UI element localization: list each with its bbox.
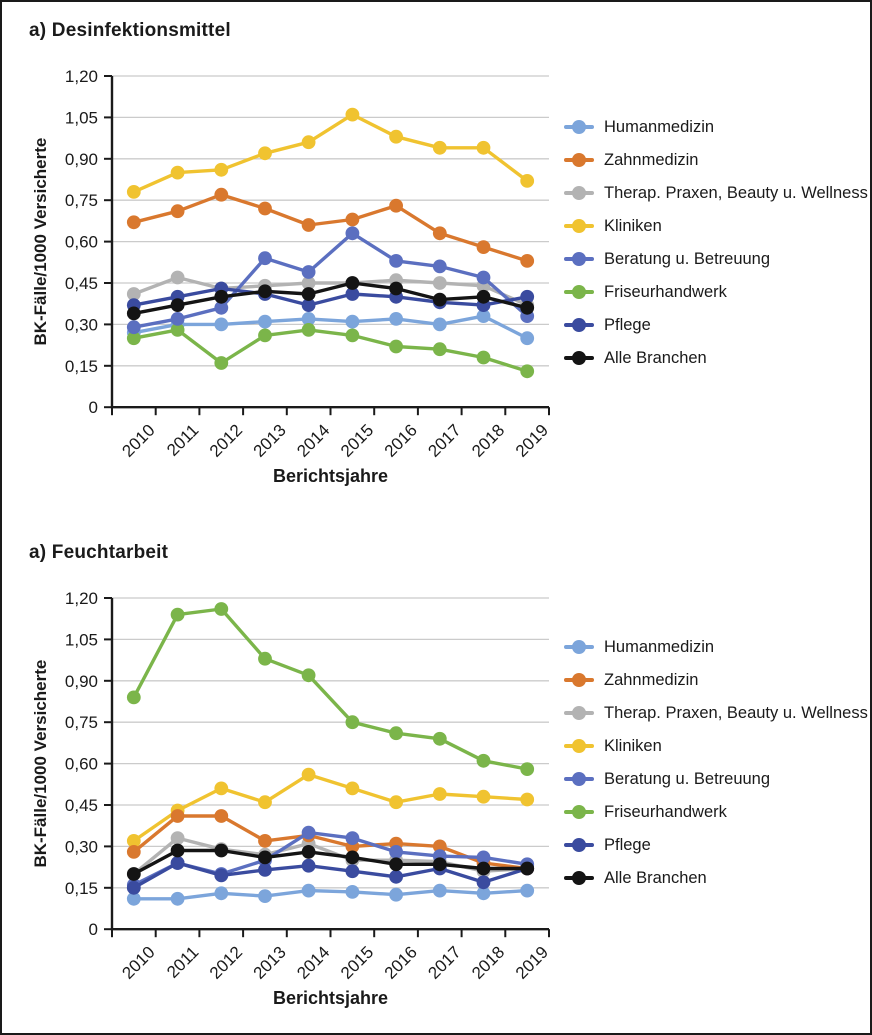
data-point xyxy=(520,331,534,345)
data-point xyxy=(302,859,316,873)
data-point xyxy=(302,845,316,859)
legend-item-therap-praxen-beauty-u-wellness xyxy=(564,182,870,204)
data-point xyxy=(389,254,403,268)
data-point xyxy=(389,312,403,326)
data-point xyxy=(214,356,228,370)
y-tick-label: 0,45 xyxy=(64,274,98,293)
data-point xyxy=(127,307,141,321)
data-point xyxy=(302,884,316,898)
legend-label: Beratung u. Betreuung xyxy=(604,769,771,788)
data-point xyxy=(171,166,185,180)
data-point xyxy=(346,851,360,865)
data-point xyxy=(127,845,141,859)
data-point xyxy=(127,185,141,199)
y-tick-label: 0,75 xyxy=(64,191,98,211)
legend-label: Beratung u. Betreuung xyxy=(604,249,771,268)
x-tick-label: 2013 xyxy=(249,420,290,461)
data-point xyxy=(477,141,491,155)
y-tick-label: 0,30 xyxy=(64,315,98,335)
x-tick-label: 2019 xyxy=(511,942,553,983)
legend-feuchtarbeit xyxy=(564,636,870,889)
data-point xyxy=(302,265,316,279)
data-point xyxy=(520,793,534,807)
series-marker-icon xyxy=(564,772,594,786)
data-point xyxy=(389,888,403,902)
legend-label: Kliniken xyxy=(604,216,662,235)
x-tick-label: 2012 xyxy=(205,942,247,983)
x-tick-label: 2015 xyxy=(337,420,378,461)
data-point xyxy=(171,844,185,858)
data-point xyxy=(258,795,272,809)
x-tick-label: 2010 xyxy=(118,942,159,983)
data-point xyxy=(433,226,447,240)
data-point xyxy=(433,260,447,274)
legend-desinfektionsmittel xyxy=(564,116,870,369)
legend-label: Zahnmedizin xyxy=(604,670,699,689)
x-tick-label: 2015 xyxy=(337,942,378,983)
data-point xyxy=(258,652,272,666)
data-point xyxy=(302,218,316,232)
data-point xyxy=(389,130,403,144)
series-marker-icon xyxy=(564,871,594,885)
series-marker-icon xyxy=(564,706,594,720)
series-marker-icon xyxy=(564,318,594,332)
series-group xyxy=(127,602,534,906)
y-tick-label: 0,60 xyxy=(64,232,98,252)
series-marker-icon xyxy=(564,640,594,654)
data-point xyxy=(520,301,534,315)
y-tick-label: 1,20 xyxy=(64,67,98,86)
data-point xyxy=(389,845,403,859)
data-point xyxy=(346,782,360,796)
data-point xyxy=(389,340,403,354)
chart-title-desinfektionsmittel: a) Desinfektionsmittel xyxy=(29,20,231,41)
data-point xyxy=(520,862,534,876)
y-tick-label: 0,15 xyxy=(64,356,98,376)
data-point xyxy=(258,315,272,329)
data-point xyxy=(214,782,228,796)
chart-title-feuchtarbeit: a) Feuchtarbeit xyxy=(29,542,169,563)
legend-item-zahnmedizin xyxy=(564,669,870,691)
data-point xyxy=(346,315,360,329)
y-tick-label: 0,60 xyxy=(64,754,98,774)
data-point xyxy=(171,809,185,823)
data-point xyxy=(127,881,141,895)
data-point xyxy=(346,226,360,240)
data-point xyxy=(171,312,185,326)
x-tick-label: 2016 xyxy=(380,942,421,983)
data-point xyxy=(477,290,491,304)
data-point xyxy=(520,364,534,378)
data-point xyxy=(127,320,141,334)
axes xyxy=(65,67,552,461)
data-point xyxy=(171,892,185,906)
data-point xyxy=(258,284,272,298)
series-pflege xyxy=(127,856,534,895)
line-chart-feuchtarbeit xyxy=(2,574,562,1029)
y-tick-label: 0 xyxy=(88,398,98,418)
data-point xyxy=(214,318,228,332)
data-point xyxy=(214,869,228,883)
axes xyxy=(65,589,552,983)
data-point xyxy=(171,298,185,312)
legend-label: Pflege xyxy=(604,315,651,334)
legend-label: Humanmedizin xyxy=(604,117,715,136)
legend-item-alle-branchen xyxy=(564,867,870,889)
data-point xyxy=(433,884,447,898)
series-marker-icon xyxy=(564,285,594,299)
x-tick-label: 2017 xyxy=(424,942,465,983)
data-point xyxy=(258,329,272,343)
legend-label: Zahnmedizin xyxy=(604,150,699,169)
data-point xyxy=(214,809,228,823)
data-point xyxy=(477,790,491,804)
x-tick-label: 2011 xyxy=(163,420,203,460)
x-tick-label: 2016 xyxy=(380,420,421,461)
legend-label: Friseurhandwerk xyxy=(604,802,727,821)
x-tick-label: 2012 xyxy=(205,420,247,461)
data-point xyxy=(127,691,141,705)
legend-item-therap-praxen-beauty-u-wellness xyxy=(564,702,870,724)
data-point xyxy=(389,726,403,740)
data-point xyxy=(346,213,360,227)
series-kliniken xyxy=(127,108,534,199)
legend-item-zahnmedizin xyxy=(564,149,870,171)
data-point xyxy=(214,290,228,304)
x-tick-label: 2013 xyxy=(249,942,290,983)
data-point xyxy=(477,271,491,285)
data-point xyxy=(346,276,360,290)
legend-item-beratung-u-betreuung xyxy=(564,768,870,790)
data-point xyxy=(258,202,272,216)
data-point xyxy=(302,826,316,840)
series-marker-icon xyxy=(564,673,594,687)
x-tick-label: 2010 xyxy=(118,420,159,461)
legend-item-alle-branchen xyxy=(564,347,870,369)
data-point xyxy=(346,885,360,899)
data-point xyxy=(389,857,403,871)
data-point xyxy=(389,795,403,809)
series-marker-icon xyxy=(564,252,594,266)
data-point xyxy=(520,254,534,268)
legend-item-kliniken xyxy=(564,735,870,757)
x-tick-label: 2014 xyxy=(293,942,334,983)
data-point xyxy=(258,251,272,265)
series-marker-icon xyxy=(564,219,594,233)
series-marker-icon xyxy=(564,838,594,852)
legend-item-friseurhandwerk xyxy=(564,801,870,823)
y-tick-label: 0,15 xyxy=(64,878,98,898)
data-point xyxy=(433,732,447,746)
legend-label: Kliniken xyxy=(604,736,662,755)
y-tick-label: 1,05 xyxy=(64,630,98,650)
data-point xyxy=(433,293,447,307)
x-tick-label: 2018 xyxy=(468,942,509,983)
data-point xyxy=(127,867,141,881)
data-point xyxy=(171,271,185,285)
line-chart-desinfektionsmittel xyxy=(2,52,562,507)
data-point xyxy=(258,851,272,865)
y-tick-label: 0,45 xyxy=(64,796,98,815)
series-marker-icon xyxy=(564,186,594,200)
data-point xyxy=(258,146,272,160)
data-point xyxy=(433,276,447,290)
x-axis-title: Berichtsjahre xyxy=(272,988,389,1008)
data-point xyxy=(346,831,360,845)
data-point xyxy=(302,135,316,149)
legend-item-pflege xyxy=(564,314,870,336)
data-point xyxy=(258,863,272,877)
y-tick-label: 0 xyxy=(88,920,98,940)
x-tick-label: 2017 xyxy=(424,420,465,461)
legend-label: Therap. Praxen, Beauty u. Wellness xyxy=(604,703,868,722)
legend-label: Pflege xyxy=(604,835,651,854)
x-tick-label: 2014 xyxy=(293,420,334,461)
legend-item-beratung-u-betreuung xyxy=(564,248,870,270)
series-friseurhandwerk xyxy=(127,323,534,378)
legend-item-humanmedizin xyxy=(564,116,870,138)
x-tick-label: 2011 xyxy=(163,942,203,982)
data-point xyxy=(302,323,316,337)
data-point xyxy=(346,715,360,729)
data-point xyxy=(433,318,447,332)
series-marker-icon xyxy=(564,351,594,365)
y-tick-label: 0,90 xyxy=(64,671,98,691)
data-point xyxy=(477,754,491,768)
data-point xyxy=(433,342,447,356)
data-point xyxy=(346,864,360,878)
y-tick-label: 0,90 xyxy=(64,149,98,169)
data-point xyxy=(302,668,316,682)
legend-item-kliniken xyxy=(564,215,870,237)
x-tick-label: 2019 xyxy=(511,420,553,461)
y-axis-title: BK-Fälle/1000 Versicherte xyxy=(31,659,50,868)
data-point xyxy=(214,163,228,177)
data-point xyxy=(433,787,447,801)
data-point xyxy=(302,768,316,782)
data-point xyxy=(214,886,228,900)
y-tick-label: 1,20 xyxy=(64,589,98,608)
series-marker-icon xyxy=(564,739,594,753)
y-tick-label: 1,05 xyxy=(64,108,98,128)
legend-label: Alle Branchen xyxy=(604,348,707,367)
data-point xyxy=(346,329,360,343)
y-axis-title: BK-Fälle/1000 Versicherte xyxy=(31,137,50,346)
data-point xyxy=(477,351,491,365)
data-point xyxy=(171,831,185,845)
data-point xyxy=(214,602,228,616)
series-marker-icon xyxy=(564,153,594,167)
data-point xyxy=(258,834,272,848)
data-point xyxy=(127,215,141,229)
data-point xyxy=(214,844,228,858)
legend-item-friseurhandwerk xyxy=(564,281,870,303)
legend-label: Therap. Praxen, Beauty u. Wellness xyxy=(604,183,868,202)
data-point xyxy=(433,857,447,871)
data-point xyxy=(302,287,316,301)
data-point xyxy=(477,875,491,889)
data-point xyxy=(520,762,534,776)
data-point xyxy=(477,862,491,876)
data-point xyxy=(520,884,534,898)
y-tick-label: 0,75 xyxy=(64,713,98,733)
series-marker-icon xyxy=(564,805,594,819)
series-alle-branchen xyxy=(127,844,534,881)
data-point xyxy=(258,889,272,903)
data-point xyxy=(171,856,185,870)
data-point xyxy=(346,108,360,122)
data-point xyxy=(477,240,491,254)
data-point xyxy=(214,188,228,202)
data-point xyxy=(389,870,403,884)
legend-label: Alle Branchen xyxy=(604,868,707,887)
legend-label: Friseurhandwerk xyxy=(604,282,727,301)
data-point xyxy=(171,608,185,622)
x-tick-label: 2018 xyxy=(468,420,509,461)
legend-label: Humanmedizin xyxy=(604,637,715,656)
data-point xyxy=(389,199,403,213)
legend-item-pflege xyxy=(564,834,870,856)
data-point xyxy=(433,141,447,155)
y-tick-label: 0,30 xyxy=(64,837,98,857)
series-marker-icon xyxy=(564,120,594,134)
series-humanmedizin xyxy=(127,884,534,906)
legend-item-humanmedizin xyxy=(564,636,870,658)
data-point xyxy=(520,174,534,188)
data-point xyxy=(171,204,185,218)
x-axis-title: Berichtsjahre xyxy=(272,466,389,486)
data-point xyxy=(389,282,403,296)
series-group xyxy=(127,108,534,379)
series-friseurhandwerk xyxy=(127,602,534,776)
